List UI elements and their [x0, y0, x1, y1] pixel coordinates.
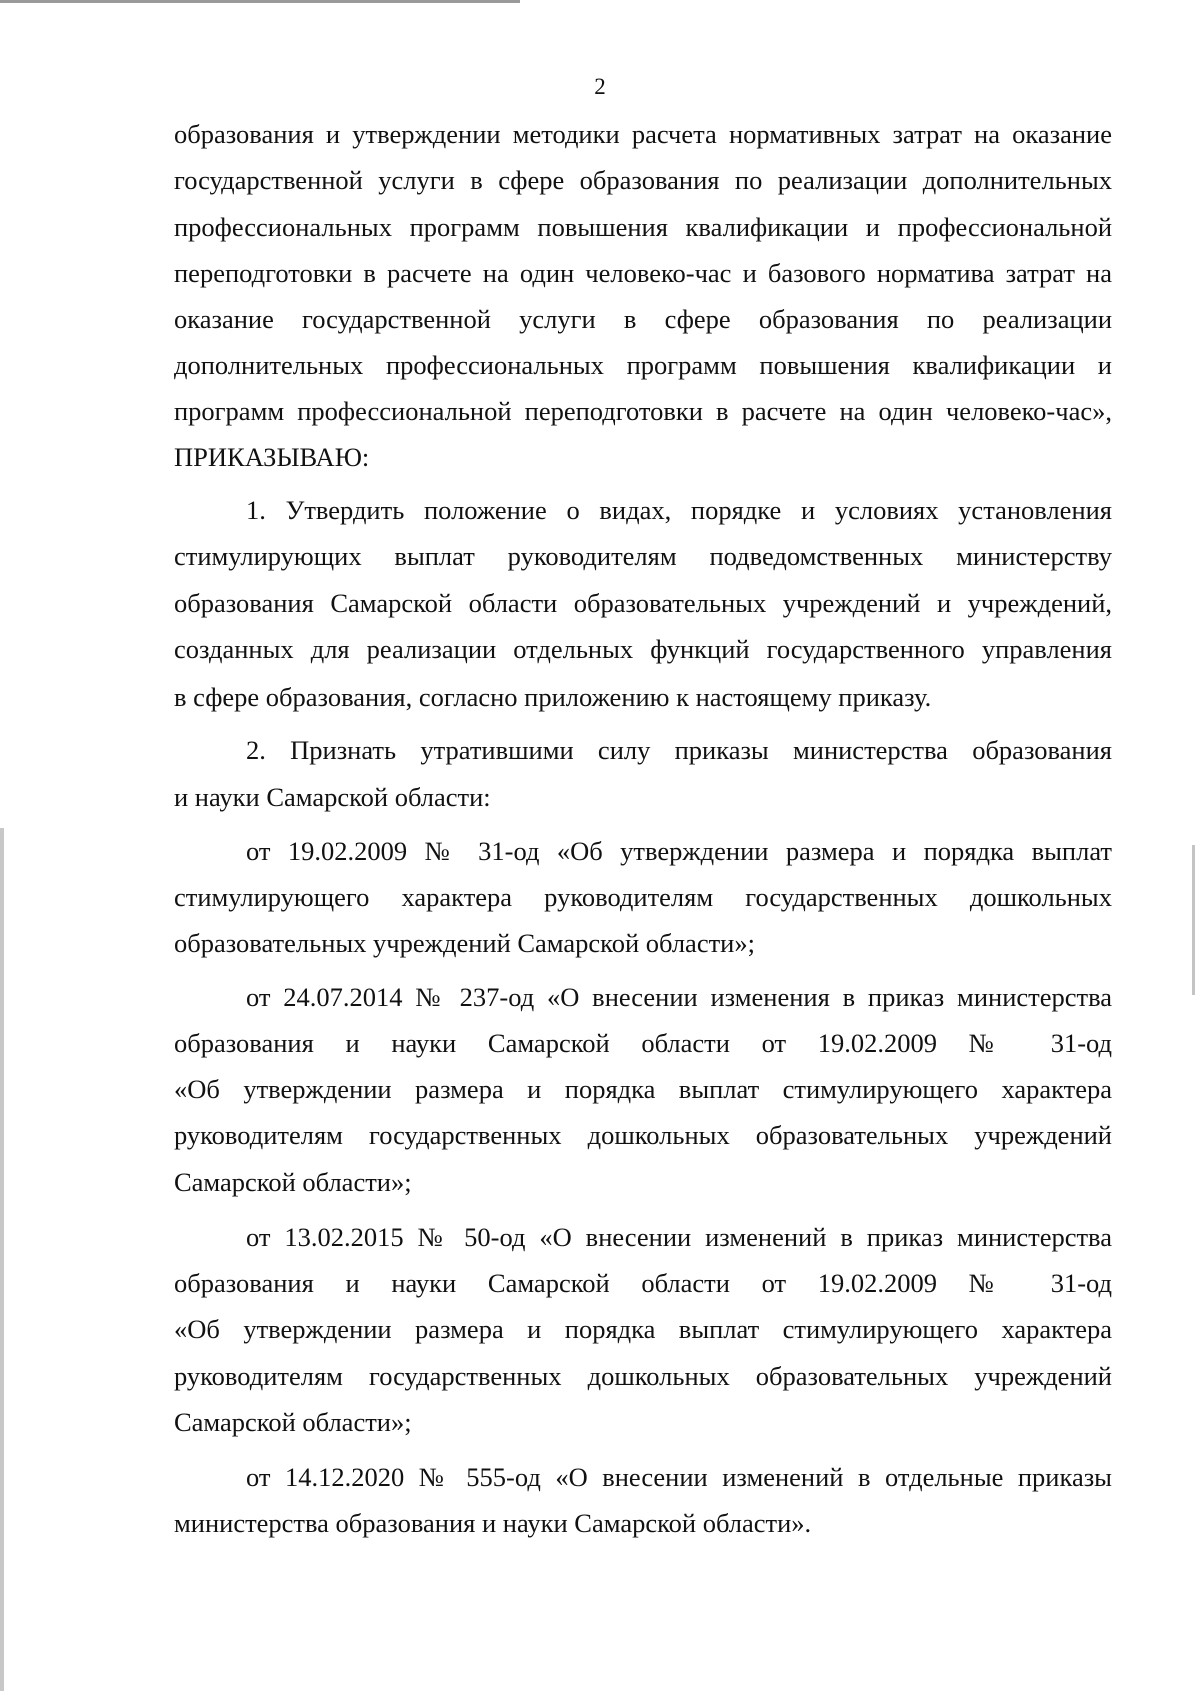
text-line: руководителям государственных дошкольных образовательных учреждений — [174, 1120, 1112, 1150]
text-line: образования и утверждении методики расчета нормативных затрат на оказание — [174, 119, 1112, 149]
text-line: переподготовки в расчете на один человеко-час и базового норматива затрат на — [174, 258, 1112, 288]
text-line: «Об утверждении размера и порядка выплат стимулирующего характера — [174, 1074, 1112, 1104]
text-line: образовательных учреждений Самарской области»; — [174, 928, 755, 958]
text-line: программ профессиональной переподготовки в расчете на один человеко-час», — [174, 396, 1112, 426]
text-line: руководителям государственных дошкольных образовательных учреждений — [174, 1361, 1112, 1391]
text-line: образования и науки Самарской области от 19.02.2009 № 31-од — [174, 1028, 1112, 1058]
text-line: от 13.02.2015 № 50-од «О внесении изменений в приказ министерства — [246, 1222, 1112, 1252]
page-number: 2 — [594, 74, 606, 99]
scan-edge-top — [0, 0, 520, 3]
text-line: и науки Самарской области: — [174, 782, 491, 812]
text-line: профессиональных программ повышения квалификации и профессиональной — [174, 212, 1112, 242]
text-line: дополнительных профессиональных программ повышения квалификации и — [174, 350, 1112, 380]
text-line: от 14.12.2020 № 555-од «О внесении изменений в отдельные приказы — [246, 1462, 1112, 1492]
text-line: «Об утверждении размера и порядка выплат стимулирующего характера — [174, 1314, 1112, 1344]
text-line: оказание государственной услуги в сфере образования по реализации — [174, 304, 1112, 334]
text-line: в сфере образования, согласно приложению к настоящему приказу. — [174, 682, 932, 712]
text-line: образования Самарской области образовательных учреждений и учреждений, — [174, 588, 1112, 618]
text-line: 1. Утвердить положение о видах, порядке и условиях установления — [246, 495, 1112, 525]
text-line: Самарской области»; — [174, 1407, 412, 1437]
order-heading: ПРИКАЗЫВАЮ: — [174, 442, 370, 472]
text-line: стимулирующих выплат руководителям подведомственных министерству — [174, 541, 1112, 571]
scan-edge-right — [1192, 845, 1195, 995]
text-line: Самарской области»; — [174, 1167, 412, 1197]
text-line: образования и науки Самарской области от 19.02.2009 № 31-од — [174, 1268, 1112, 1298]
text-line: созданных для реализации отдельных функций государственного управления — [174, 634, 1112, 664]
text-line: государственной услуги в сфере образования по реализации дополнительных — [174, 165, 1112, 195]
text-line: от 19.02.2009 № 31-од «Об утверждении размера и порядка выплат — [246, 836, 1112, 866]
text-line: от 24.07.2014 № 237-од «О внесении изменения в приказ министерства — [246, 982, 1112, 1012]
text-line: 2. Признать утратившими силу приказы министерства образования — [246, 735, 1112, 765]
text-line: министерства образования и науки Самарской области». — [174, 1508, 812, 1538]
scan-edge-left — [0, 828, 4, 1691]
text-line: стимулирующего характера руководителям государственных дошкольных — [174, 882, 1112, 912]
